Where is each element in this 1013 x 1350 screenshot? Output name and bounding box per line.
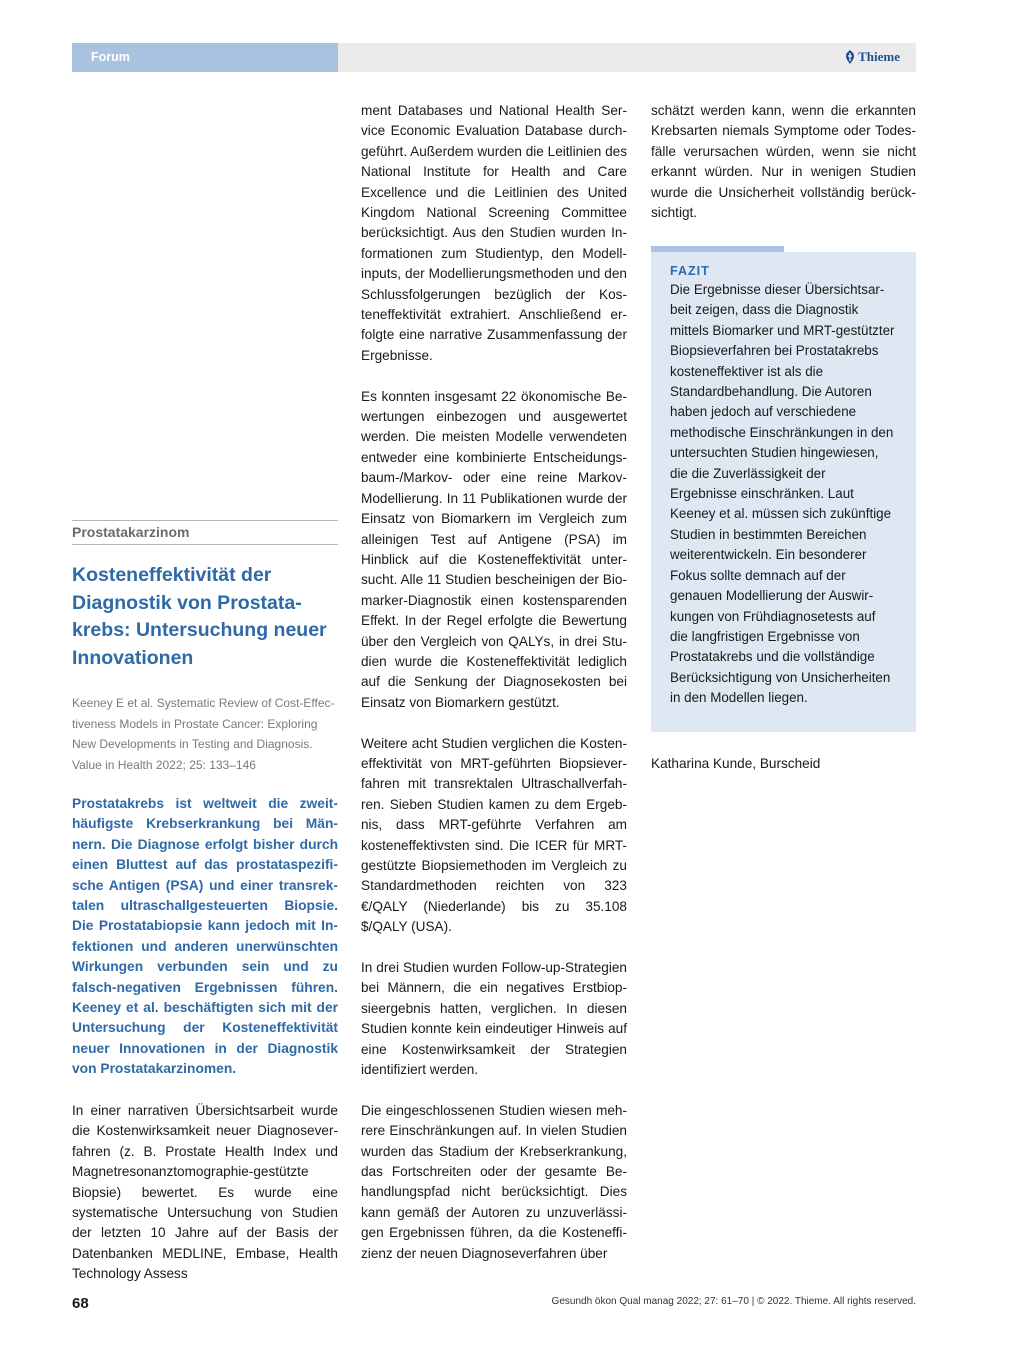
- body-paragraph: Die eingeschlossenen Studien wiesen mehrere Einschränkungen auf. In vielen Studien wurden das Stadium der Krebserkrankung, das Fortschreiten oder der gesamte Behandlungspfad nicht berücksichtigt. Dies kann gemäß der Autoren zu unzuverlässigen Ergebnissen führen, da die Kosteneffizienz der neuen Diagnoseverfahren über: [361, 1102, 627, 1261]
- fazit-text: Die Ergebnisse dieser Übersichtsarbeit zeigen, dass die Diagnostik mittels Biomarker und MRT-gestützter Biopsieverfahren bei Prostatakrebs kosteneffektiver ist als die Standardbehandlung. Die Autoren haben jedoch auf verschiedene methodische Einschränkungen in den untersuchten Studien hingewiesen, die die Zuverlässigkeit der Ergebnisse einschränken. Laut Keeney et al. müssen sich zukünftige Studien in bestimmten Bereichen weiterentwickeln. Ein besonderer Fokus sollte demnach auf der genauen Modellierung der Auswirkungen von Frühdiagnosetests auf die langfristigen Ergebnisse von Prostatakrebs und die vollständige Berücksichtigung von Unsicherheiten in den Modellen liegen.: [670, 282, 895, 706]
- body-paragraph: In drei Studien wurden Follow-up-Strategien bei Männern, die ein negatives Erstbiopsieergebnis hatten, verglichen. In diesen Studien konnte kein eindeutiger Hinweis auf eine Kostenwirksamkeit der Strategien identifiziert werden.: [361, 960, 627, 1078]
- thieme-logo-icon: [845, 50, 855, 64]
- body-paragraph: Es konnten insgesamt 22 ökonomische Bewertungen einbezogen und ausgewertet werden. Die meisten Modelle verwendeten entweder eine kombinierte Entscheidungsbaum-/Markov- oder eine reine Markov-Modellierung. In 11 Publikationen wurde der Einsatz von Biomarkern im Vergleich zum alleinigen Test auf Antigene (PSA) im Hinblick auf die Kosteneffektivität untersucht. Alle 11 Studien bescheinigen der Biomarker-Diagnostik einen kostensparenden Effekt. In der Regel erfolgte die Bewertung über den Vergleich von QALYs, in drei Studien wurde die Kosteneffektivität lediglich auf die Senkung der Diagnosekosten bei Einsatz von Biomarkern gestützt.: [361, 388, 627, 710]
- publisher-brand: [845, 49, 900, 65]
- section-header: [72, 43, 338, 72]
- article-author: Katharina Kunde, Burscheid: [651, 756, 821, 771]
- body-paragraph: schätzt werden kann, wenn die erkannten Krebsarten niemals Symptome oder Todesfälle verursachen würden, wenn sie nicht erkannt würden. Nur in wenigen Studien wurde die Unsicherheit vollständig berücksichtigt.: [651, 103, 916, 221]
- body-paragraph: In einer narrativen Übersichtsarbeit wurde die Kostenwirksamkeit neuer Diagnoseverfahren (z. B. Prostate Health Index und Magnetresonanztomographie-gestützte Biopsie) bewertet. Es wurde eine systematische Untersuchung von Studien der letzten 10 Jahre auf der Basis der Datenbanken MEDLINE, Embase, Health Technology Assess: [72, 1103, 338, 1282]
- section-header-label: Forum: [91, 50, 130, 64]
- source-citation: Keeney E et al. Systematic Review of Cost-Effectiveness Models in Prostate Cancer: Exploring New Developments in Testing and Diagnosis. Value in Health 2022; 25: 133–146: [72, 696, 335, 772]
- article-section-label: Prostatakarzinom: [72, 520, 338, 545]
- fazit-box: [651, 252, 916, 732]
- body-paragraph: Weitere acht Studien verglichen die Kosteneffektivität von MRT-geführten Biopsieverfahren mit transrektalen Ultraschallverfahren. Sieben Studien kamen zu dem Ergebnis, dass MRT-geführte Verfahren am kosteneffektivsten sind. Die ICER für MRT-gestützte Biopsiemethoden im Vergleich zu Standardmethoden reichten von 323 €/QALY (Niederlande) bis zu 35.108 $/QALY (USA).: [361, 735, 627, 935]
- left-column-body: [72, 1101, 338, 1305]
- publisher-brand-name: Thieme: [858, 49, 900, 64]
- page-number: 68: [72, 1295, 89, 1312]
- header-bar: [338, 43, 916, 72]
- body-paragraph: ment Databases und National Health Service Economic Evaluation Database durchgeführt. Außerdem wurden die Leitlinien des National Institute for Health and Care Excellence und die Leitlinien des United Kingdom National Screening Committee berücksichtigt. Aus den Studien wurden Informationen zum Studientyp, den Modellinputs, der Modellierungsmethoden und den Schlussfolgerungen bezüglich der Kosteneffektivität extrahiert. Anschließend erfolgte eine narrative Zusammenfassung der Ergebnisse.: [361, 103, 627, 363]
- fazit-title: FAZIT: [670, 264, 710, 278]
- right-column-body: [651, 101, 916, 244]
- article-title: Kosteneffektivität der Diagnostik von Prostatakrebs: Untersuchung neuer Innovationen: [72, 564, 327, 669]
- middle-column-body: [361, 101, 627, 1284]
- journal-footer-citation: Gesundh ökon Qual manag 2022; 27: 61–70 | © 2022. Thieme. All rights reserved.: [551, 1296, 916, 1307]
- article-lead: Prostatakrebs ist weltweit die zweithäufigste Krebserkrankung bei Männern. Die Diagnose erfolgt bisher durch einen Bluttest auf das prostataspezifische Antigen (PSA) und einer transrektalen ultraschallgesteuerten Biopsie. Die Prostatabiopsie kann jedoch mit Infektionen und anderen unerwünschten Wirkungen verbunden sein und zu falsch-negativen Ergebnissen führen. Keeney et al. beschäftigten sich mit der Untersuchung der Kosteneffektivität neuer Innovationen in der Diagnostik von Prostatakarzinomen.: [72, 796, 338, 1077]
